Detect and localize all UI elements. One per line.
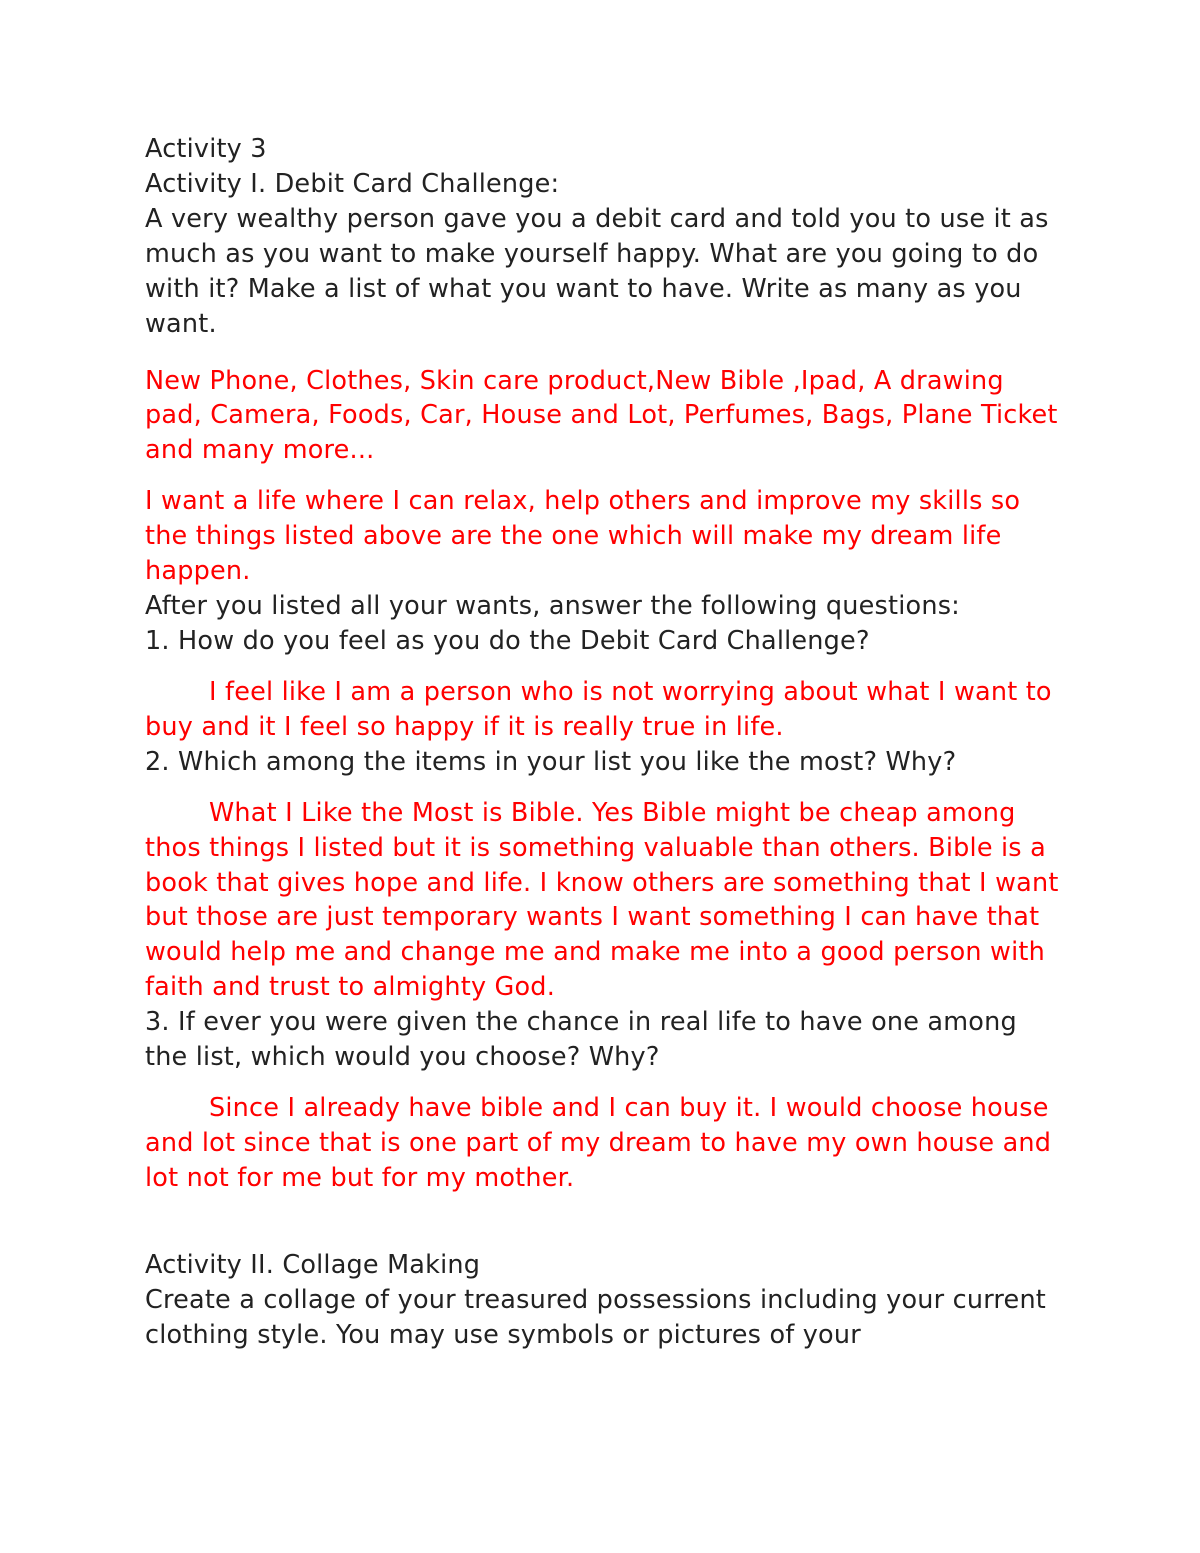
activity-title: Activity 3 [145, 134, 267, 164]
question-1: 1. How do you feel as you do the Debit Card Challenge? [145, 625, 870, 656]
question-3: 3. If ever you were given the chance in real life to have one among the list, which would you choose? Why? [145, 1007, 1017, 1073]
document-body [145, 132, 1060, 1353]
answer-dream-life: I want a life where I can relax, help others and improve my skills so the things listed above are the one which will make my dream life happen. [145, 486, 1021, 587]
activity-1-prompt: A very wealthy person gave you a debit card and told you to use it as much as you want to make yourself happy. What are you going to do with it? Make a list of what you want to have. Write as many as you want. [145, 203, 1049, 339]
spacer [145, 1075, 1060, 1091]
spacer [145, 1196, 1060, 1248]
spacer [145, 342, 1060, 364]
answer-1: I feel like I am a person who is not worrying about what I want to buy and it I feel so happy if it is really true in life. [145, 676, 1052, 742]
activity-2-prompt: Create a collage of your treasured possessions including your current clothing style. You may use symbols or pictures of your [145, 1284, 1047, 1350]
spacer [145, 468, 1060, 484]
activity-2-heading: Activity II. Collage Making [145, 1249, 481, 1280]
answer-wants-list: New Phone, Clothes, Skin care product,New Bible ,Ipad, A drawing pad, Camera, Foods, Car, House and Lot, Perfumes, Bags, Plane Ticket and many more... [145, 365, 1058, 466]
answer-2: What I Like the Most is Bible. Yes Bible might be cheap among thos things I listed but it is something valuable than others. Bible is a book that gives hope and life. I know others are something that I want but those are just temporary wants I want something I can have that would help me and change me and make me into a good person with faith and trust to almighty God. [145, 797, 1059, 1003]
spacer [145, 659, 1060, 675]
spacer [145, 780, 1060, 796]
activity-1-heading: Activity I. Debit Card Challenge: [145, 168, 560, 199]
questions-lead-in: After you listed all your wants, answer the following questions: [145, 591, 960, 622]
answer-3: Since I already have bible and I can buy it. I would choose house and lot since that is one part of my dream to have my own house and lot not for me but for my mother. [145, 1093, 1052, 1193]
question-2: 2. Which among the items in your list you like the most? Why? [145, 746, 957, 777]
